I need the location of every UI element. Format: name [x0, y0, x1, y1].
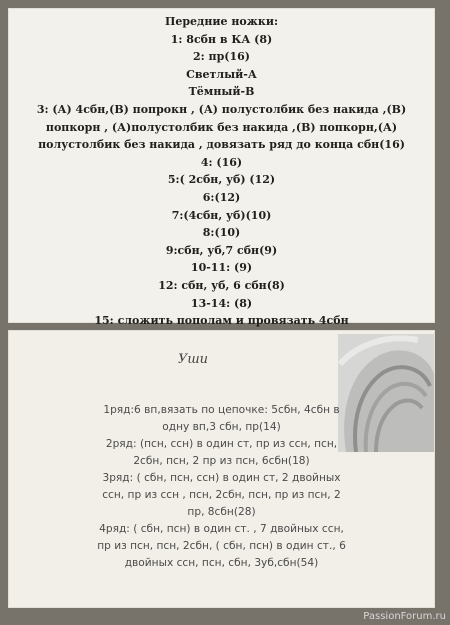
ears-title: Уши	[177, 352, 209, 367]
row-15: 15: сложить пополам и провязать 4сбн	[94, 314, 349, 328]
row-9: 9:сбн, уб,7 сбн(9)	[165, 243, 278, 257]
ears-line-7: пр, 8сбн(28)	[187, 506, 256, 518]
front-legs-text	[8, 13, 435, 330]
row-4: 4: (16)	[200, 155, 243, 169]
row-3-part-3: полустолбик без накида , довязать ряд до конца сбн(16)	[38, 138, 405, 152]
color-a: Светлый-А	[186, 67, 257, 81]
ears-line-3: 2ряд: (псн, ссн) в один ст, пр из ссн, псн,	[105, 438, 338, 450]
row-10-11: 10-11: (9)	[190, 261, 253, 275]
ears-line-9: пр из псн, псн, 2сбн, ( сбн, псн) в один ст., 6	[97, 540, 346, 552]
ears-line-5: 3ряд: ( сбн, псн, ссн) в один ст, 2 двойных	[102, 472, 341, 484]
ears-line-4: 2сбн, псн, 2 пр из псн, 6сбн(18)	[133, 455, 310, 467]
ears-line-2: одну вп,3 сбн, пр(14)	[162, 421, 281, 433]
front-legs-card	[8, 8, 435, 328]
row-7: 7:(4сбн, уб)(10)	[171, 208, 272, 222]
ears-text	[8, 402, 435, 572]
ears-line-1: 1ряд:6 вп,вязать по цепочке: 5сбн, 4сбн в	[103, 404, 340, 416]
color-b: Тёмный-В	[188, 85, 255, 99]
row-6: 6:(12)	[202, 190, 241, 204]
section-title: Передние ножки:	[164, 15, 279, 28]
row-2: 2: пр(16)	[192, 50, 250, 64]
row-3-part-2: попкорн , (А)полустолбик без накида ,(В) попкорн,(А)	[45, 120, 398, 134]
row-3-part-1: 3: (А) 4сбн,(В) попрокн , (А) полустолбик без накида ,(В)	[36, 102, 407, 116]
row-5: 5:( 2сбн, уб) (12)	[167, 173, 276, 187]
ears-line-6: ссн, пр из ссн , псн, 2сбн, псн, пр из псн, 2	[102, 489, 341, 501]
row-8: 8:(10)	[202, 226, 241, 240]
ears-card	[8, 330, 435, 608]
row-1: 1: 8сбн в КА (8)	[170, 32, 273, 46]
watermark: PassionForum.ru	[363, 611, 446, 622]
ears-line-8: 4ряд: ( сбн, псн) в один ст. , 7 двойных ссн,	[99, 523, 344, 535]
row-12: 12: сбн, уб, 6 сбн(8)	[158, 278, 285, 292]
ears-line-10: двойных ссн, псн, сбн, 3уб,сбн(54)	[124, 557, 319, 569]
row-13-14: 13-14: (8)	[190, 296, 253, 310]
